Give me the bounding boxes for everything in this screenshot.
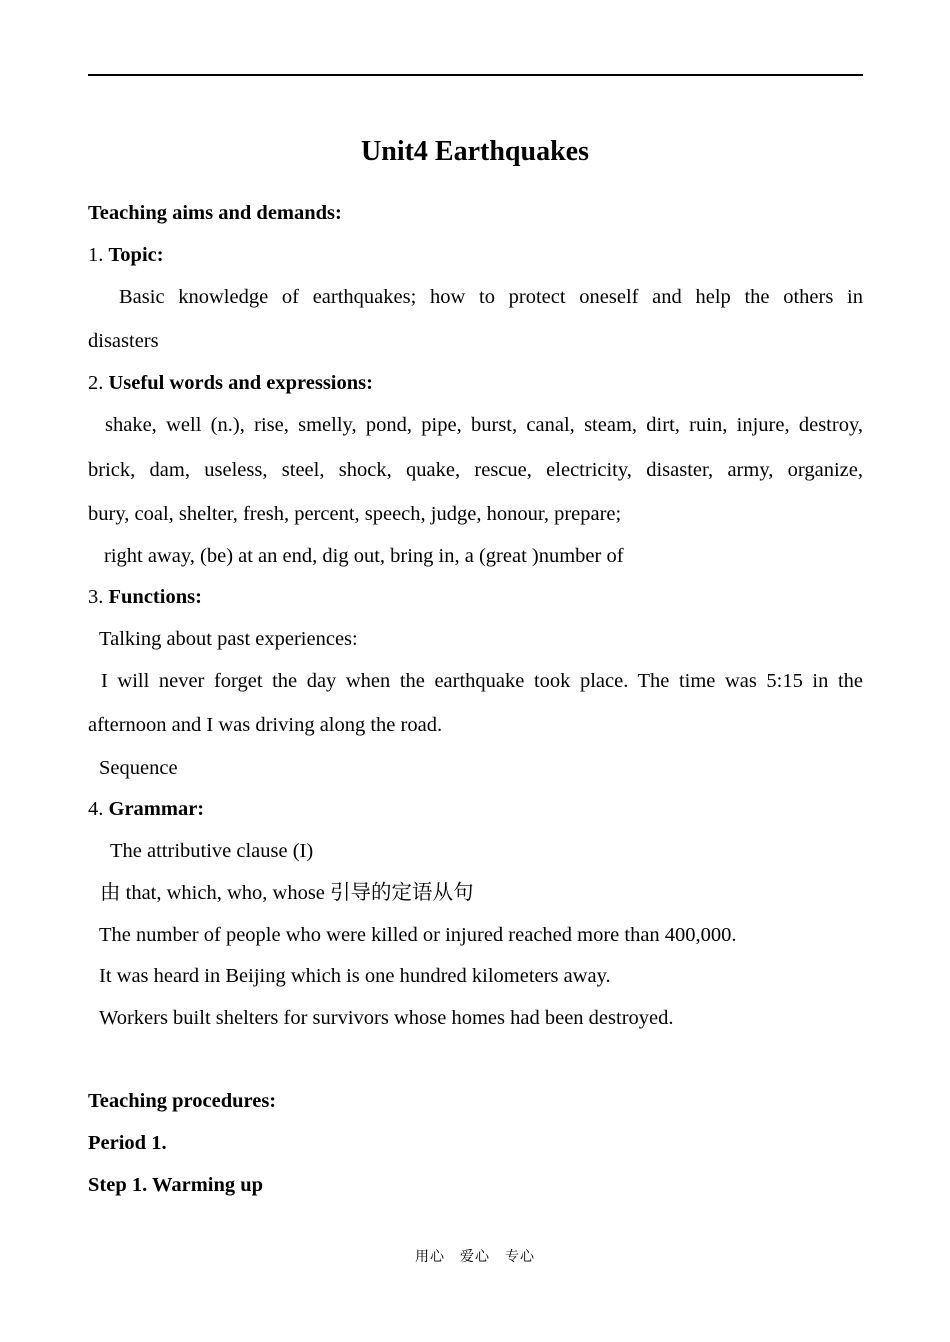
grammar-line-2: 由 that, which, who, whose 引导的定语从句 <box>100 882 474 904</box>
functions-heading-line <box>88 584 863 610</box>
topic-line-2: disasters <box>88 330 159 352</box>
header-rule <box>88 74 863 76</box>
functions-line-1: Talking about past experiences: <box>99 628 358 650</box>
functions-number: 3. <box>88 586 104 608</box>
words-line-2: brick, dam, useless, steel, shock, quake, rescue, electricity, disaster, army, organize, <box>88 459 863 481</box>
procedures-heading: Teaching procedures: <box>88 1090 277 1112</box>
grammar-heading-line <box>88 796 863 822</box>
grammar-line-1: The attributive clause (I) <box>110 840 314 862</box>
words-line-1: shake, well (n.), rise, smelly, pond, pipe, burst, canal, steam, dirt, ruin, injure, destroy, <box>105 414 863 436</box>
words-line-3: bury, coal, shelter, fresh, percent, speech, judge, honour, prepare; <box>88 503 622 525</box>
grammar-heading: Grammar: <box>108 798 205 820</box>
expressions-line: right away, (be) at an end, dig out, bring in, a (great )number of <box>104 545 624 567</box>
functions-line-2: I will never forget the day when the earthquake took place. The time was 5:15 in the <box>101 670 863 692</box>
words-heading: Useful words and expressions: <box>108 372 373 394</box>
grammar-example-1: The number of people who were killed or injured reached more than 400,000. <box>99 924 737 946</box>
grammar-number: 4. <box>88 798 104 820</box>
words-heading-line <box>88 370 863 396</box>
grammar-example-3: Workers built shelters for survivors whose homes had been destroyed. <box>99 1007 674 1029</box>
step-heading: Step 1. Warming up <box>88 1174 264 1196</box>
functions-heading: Functions: <box>108 586 202 608</box>
functions-line-3: afternoon and I was driving along the road. <box>88 714 443 736</box>
functions-line-4: Sequence <box>99 757 178 779</box>
topic-number: 1. <box>88 244 104 266</box>
document-title: Unit4 Earthquakes <box>361 136 589 167</box>
page-footer: 用心 爱心 专心 <box>415 1249 535 1265</box>
grammar-example-2: It was heard in Beijing which is one hundred kilometers away. <box>99 965 611 987</box>
topic-heading: Topic: <box>108 244 164 266</box>
aims-heading: Teaching aims and demands: <box>88 202 342 224</box>
period-heading: Period 1. <box>88 1132 167 1154</box>
words-number: 2. <box>88 372 104 394</box>
topic-line-1: Basic knowledge of earthquakes; how to protect oneself and help the others in <box>119 286 863 308</box>
topic-heading-line <box>88 242 863 268</box>
